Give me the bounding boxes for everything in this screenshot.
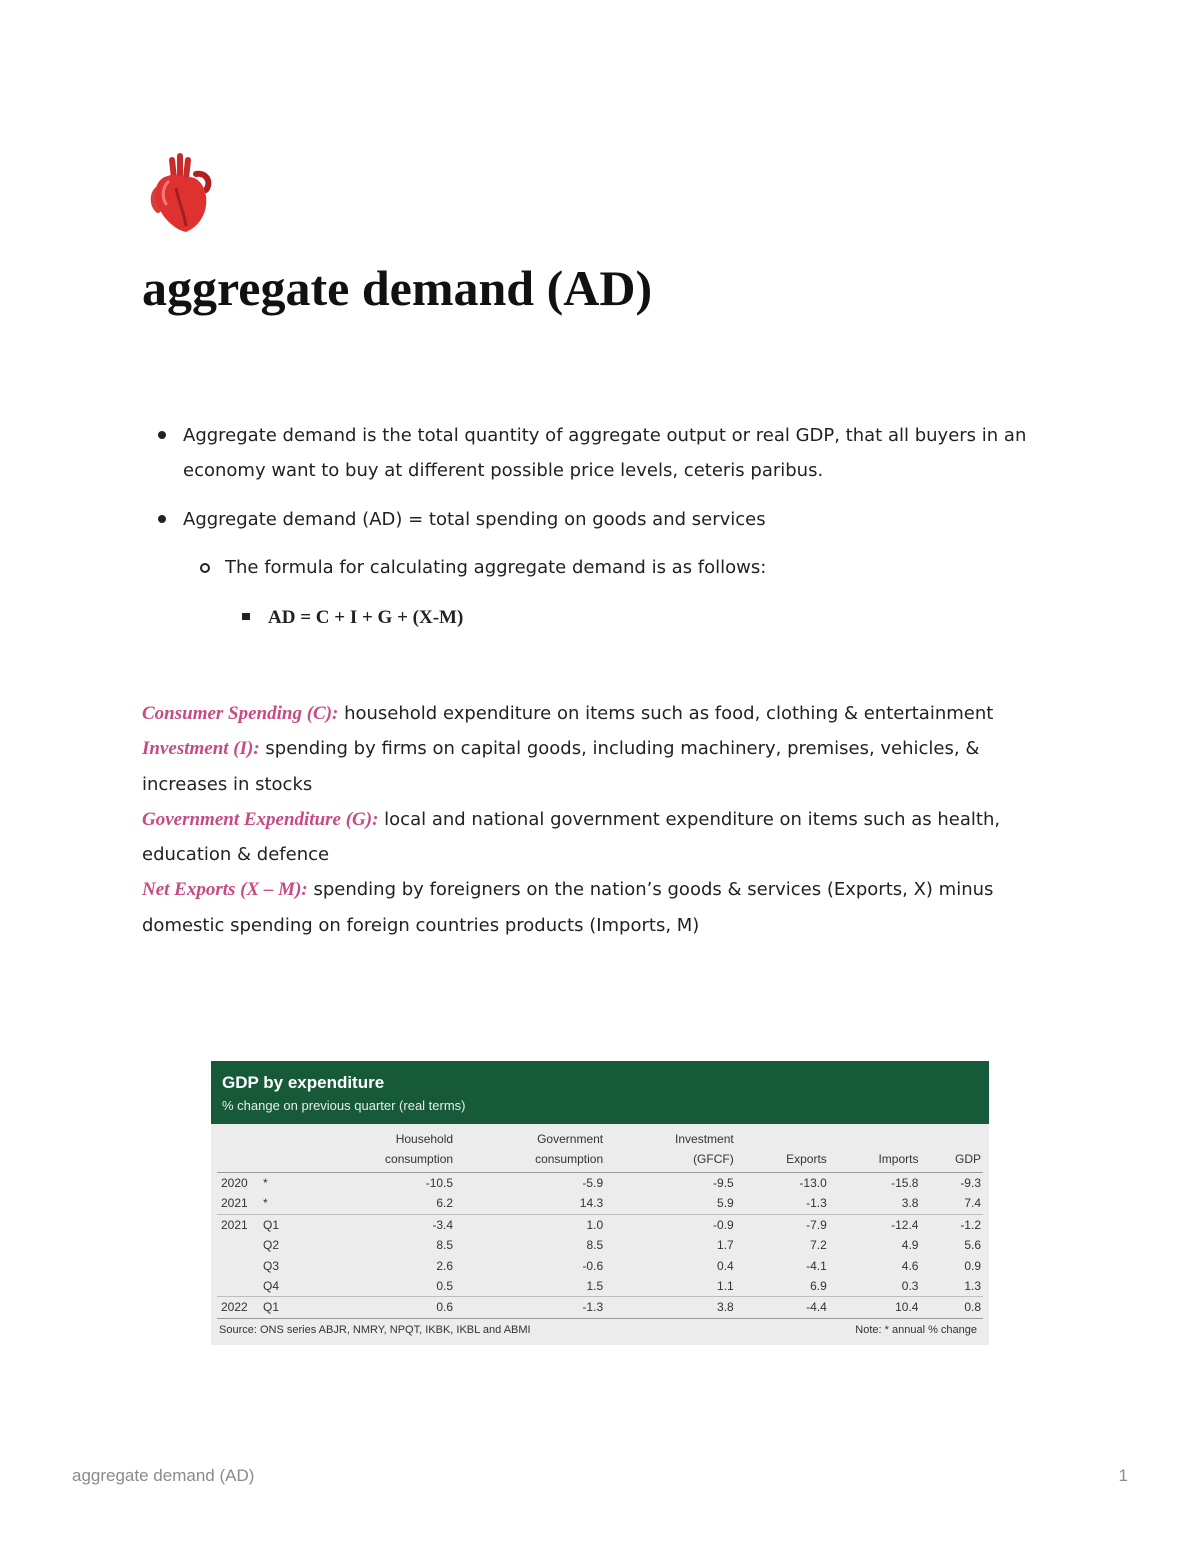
sub-bullet-text: The formula for calculating aggregate demand is as follows: [225,557,767,578]
row-period: * [263,1176,268,1190]
table-cell: 0.5 [436,1279,454,1294]
table-cell: 4.6 [901,1258,919,1273]
row-year [217,1256,261,1276]
table-cell: -4.1 [806,1258,827,1273]
definition-text: household expenditure on items such as food, clothing & entertainment [338,703,994,724]
row-year: 2022 [217,1297,261,1318]
gdp-col-gdp: GDP [920,1129,983,1173]
table-cell: 0.3 [901,1279,919,1294]
table-cell: -13.0 [799,1176,827,1190]
gdp-col-household: Household consumption [305,1129,455,1173]
table-cell: 1.1 [717,1279,734,1294]
row-period: Q3 [263,1258,280,1273]
table-cell: -1.3 [806,1196,827,1211]
definition-term: Investment (I): [142,738,260,760]
table-row [217,1276,983,1297]
bullet-disc-icon [158,515,166,523]
bullet-text: Aggregate demand (AD) = total spending on goods and services [183,509,766,530]
table-cell: 6.2 [436,1196,454,1211]
formula-item [268,600,1068,635]
table-cell: 14.3 [579,1196,604,1211]
gdp-col-government: Government consumption [455,1129,605,1173]
table-cell: 1.5 [586,1279,604,1294]
row-year [217,1235,261,1255]
table-cell: -5.9 [582,1176,604,1190]
table-cell: -15.8 [891,1176,919,1190]
table-cell: 1.0 [455,1214,605,1235]
definitions [142,696,1062,943]
bullet-item [183,502,1083,537]
table-cell: -9.5 [713,1176,734,1190]
table-row [217,1193,983,1214]
definition-investment [142,731,1062,802]
anatomical-heart-icon [146,152,216,234]
gdp-table-header [211,1061,989,1124]
gdp-table-header-row [217,1129,983,1173]
gdp-col-investment: Investment (GFCF) [605,1129,736,1173]
table-row [217,1173,983,1194]
bullet-item [183,418,1083,488]
row-year [217,1276,261,1297]
formula-text: AD = C + I + G + (X-M) [268,607,464,628]
table-cell: 0.6 [305,1297,455,1318]
bullet-disc-icon [158,431,166,439]
gdp-col-blank [217,1129,305,1173]
table-cell: 7.4 [964,1196,981,1211]
gdp-table-subtitle: % change on previous quarter (real terms) [222,1098,466,1113]
table-cell: 0.8 [920,1297,983,1318]
sub-bullet-item [225,550,1085,585]
table-cell: 6.9 [810,1279,827,1294]
row-year: 2021 [217,1214,261,1235]
row-year: 2020 [221,1176,248,1190]
definition-text: local and national government expenditure on items such as health, education & defence [142,808,1001,866]
row-year: 2021 [221,1196,248,1211]
definition-term: Net Exports (X – M): [142,879,308,901]
row-period: Q1 [261,1297,305,1318]
definition-text: spending by foreigners on the nation’s goods & services (Exports, X) minus domestic spending on foreign countries products (Imports, M) [142,879,994,936]
table-cell: -7.9 [736,1214,829,1235]
gdp-table-title: GDP by expenditure [222,1073,385,1092]
table-cell: -1.2 [920,1214,983,1235]
definition-net-exports [142,872,1062,943]
table-cell: 2.6 [436,1258,454,1273]
table-cell: -4.4 [736,1297,829,1318]
table-row [217,1235,983,1255]
definition-consumer [142,696,1062,731]
table-cell: 4.9 [901,1238,919,1253]
row-period: Q4 [263,1279,280,1294]
table-cell: 3.8 [901,1196,919,1211]
gdp-table-note: Note: * annual % change [855,1324,977,1336]
page-title: aggregate demand (AD) [142,260,653,316]
row-period: Q2 [263,1238,280,1253]
definition-government [142,802,1062,873]
page-number: 1 [1118,1466,1128,1485]
table-cell: -3.4 [305,1214,455,1235]
table-cell: 10.4 [829,1297,921,1318]
table-cell: 8.5 [586,1238,604,1253]
table-cell: 8.5 [436,1238,454,1253]
table-cell: 7.2 [810,1238,827,1253]
gdp-table [217,1129,983,1319]
table-row [217,1256,983,1276]
table-cell: 1.3 [964,1279,981,1294]
table-cell: -0.9 [605,1214,736,1235]
table-row [217,1214,983,1235]
bullet-circle-icon [200,563,210,573]
definition-term: Government Expenditure (G): [142,808,379,830]
table-cell: 0.4 [717,1258,734,1273]
gdp-col-imports: Imports [829,1129,921,1173]
row-period: Q1 [261,1214,305,1235]
definition-term: Consumer Spending (C): [142,703,339,724]
table-cell: 3.8 [605,1297,736,1318]
table-cell: -10.5 [425,1176,454,1190]
table-cell: -0.6 [582,1258,604,1273]
gdp-col-exports: Exports [736,1129,829,1173]
gdp-table-figure [211,1061,989,1345]
footer-title: aggregate demand (AD) [72,1466,255,1485]
table-row [217,1297,983,1318]
definition-text: spending by firms on capital goods, including machinery, premises, vehicles, & increases in stocks [142,738,980,795]
table-cell: 0.9 [964,1258,981,1273]
table-cell: 5.9 [717,1196,734,1211]
table-cell: 5.6 [964,1238,981,1253]
bullet-square-icon [242,613,250,620]
row-period: * [263,1196,268,1211]
table-cell: 1.7 [717,1238,734,1253]
gdp-table-footer [219,1324,977,1336]
table-cell: -12.4 [829,1214,921,1235]
table-cell: -1.3 [455,1297,605,1318]
gdp-table-source: Source: ONS series ABJR, NMRY, NPQT, IKBK, IKBL and ABMI [219,1324,531,1336]
table-cell: -9.3 [960,1176,981,1190]
bullet-text: Aggregate demand is the total quantity of aggregate output or real GDP, that all buyers in an economy want to buy at different possible price levels, ceteris paribus. [183,425,1027,481]
